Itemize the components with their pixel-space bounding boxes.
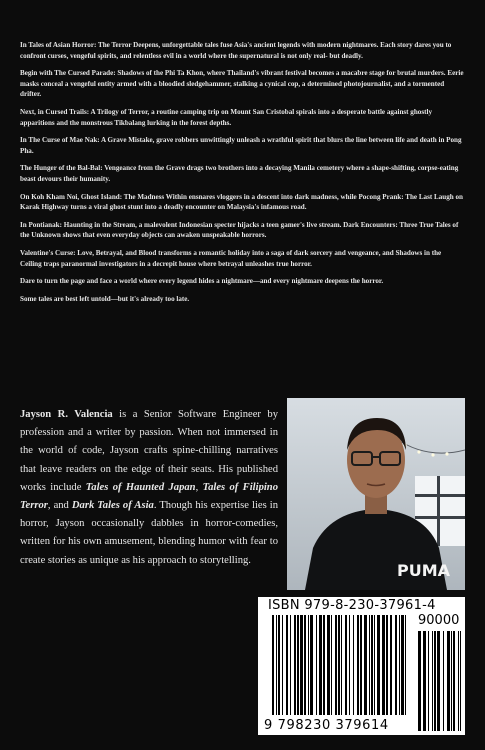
barcode-bar — [327, 615, 330, 715]
barcode-bar — [460, 631, 461, 731]
barcode-bar — [282, 615, 283, 715]
author-name: Jayson R. Valencia — [20, 409, 113, 420]
barcode-bar — [349, 615, 350, 715]
price-addon-number: 90000 — [418, 613, 460, 628]
barcode-bar — [360, 615, 362, 715]
barcode-bar — [390, 615, 392, 715]
barcode-bar — [451, 631, 452, 731]
blurb-paragraph: In Tales of Asian Horror: The Terror Deepens, unforgettable tales fuse Asia's ancient legends with modern nightmares. Each story dares you to confront curses, vengeful spirits, and relentless evil in a world where the supernatural is not only real- but deadly. — [20, 41, 452, 60]
barcode-bar — [443, 631, 444, 731]
barcode-bar — [345, 615, 347, 715]
barcode-bar — [286, 615, 288, 715]
barcode-bar — [418, 631, 421, 731]
blurb-paragraph: Next, in Cursed Trails: A Trilogy of Terror, a routine camping trip on Mount San Cristobal spirals into a desperate battle against ghostly apparitions and the monstrous Tikbalang lurking in the forest depths. — [20, 107, 432, 127]
blurb-closing: Some tales are best left untold—but it's already too late. — [20, 294, 190, 303]
barcode-bar — [323, 615, 325, 715]
blurb-paragraph: In Pontianak: Haunting in the Stream, a malevolent Indonesian specter hijacks a teen gamer's live stream. Dark Encounters: Three True Tales of the Unknown shows that even everyday objects can awaken unspeakable horrors. — [20, 220, 459, 240]
barcode-bar — [335, 615, 337, 715]
barcode-bar — [377, 615, 380, 715]
author-bio: Jayson R. Valencia is a Senior Software Engineer by profession and a writer by passion. When not immersed in the world of code, Jayson crafts spine-chilling narratives that leave readers on the edge of their seats. His published works include Tales of Haunted Japan, Tales of Filipino Terror, and Dark Tales of Asia. Though his expertise lies in horror, Jayson occasionally dabbles in horror-comedies, written for his own amusement, blending humor with fear to create stories as unique as his approach to storytelling. — [20, 409, 279, 566]
book-title: Tales of Haunted Japan — [85, 481, 196, 493]
barcode-bar — [331, 615, 332, 715]
barcode-bar — [399, 615, 400, 715]
blurb-paragraph: On Koh Kham Noi, Ghost Island: The Madness Within ensnares vloggers in a descent into dark madness, while Pocong Prank: The Last Laugh on Karak Highway turns a viral ghost stunt into a deadly encounter on Malaysia's infamous road. — [20, 192, 463, 212]
blurb-paragraph: Valentine's Curse: Love, Betrayal, and Blood transforms a romantic holiday into a saga of dark sorcery and vengeance, and Shadows in the Ceiling traps paranormal investigators in a decrepit house where betrayal unleashes true horror. — [20, 248, 442, 268]
barcode-bar — [458, 631, 459, 731]
barcode-bar — [371, 615, 373, 715]
barcode-bar — [369, 615, 370, 715]
barcode-bar — [434, 631, 436, 731]
isbn-barcode — [258, 597, 465, 735]
book-title: Tales of Filipino Terror — [20, 481, 278, 512]
barcode-bar — [395, 615, 397, 715]
barcode-bar — [382, 615, 385, 715]
barcode-bar — [353, 615, 354, 715]
barcode-bar — [447, 631, 450, 731]
shirt-logo: PUMA — [397, 561, 451, 580]
blurb-paragraph: Begin with The Cursed Parade: Shadows of the Phi Ta Khon, where Thailand's vibrant festival becomes a macabre stage for brutal murders. Eerie masks conceal a vengeful entity armed with a bloodied sledgehammer, stalking a cynical cop, a determined photojournalist, and a tormented drifter. — [20, 69, 464, 99]
barcode-bar — [338, 615, 340, 715]
barcode-bar — [272, 615, 274, 715]
isbn-label: ISBN 979-8-230-37961-4 — [268, 598, 436, 613]
barcode-bar — [428, 631, 429, 731]
blurb-paragraph: Dare to turn the page and face a world where every legend hides a nightmare—and every nightmare deepens the horror. — [20, 277, 384, 286]
barcode-bar — [341, 615, 342, 715]
book-title: Dark Tales of Asia — [71, 500, 154, 512]
ean-number: 9 798230 379614 — [264, 718, 389, 733]
barcode-bar — [294, 615, 296, 715]
barcode-bar — [308, 615, 309, 715]
barcode-bar — [278, 615, 280, 715]
blurb-paragraph: In The Curse of Mae Nak: A Grave Mistake, grave robbers unwittingly unleash a wrathful spirit that blurs the line between life and death in Pong Pha. — [20, 136, 462, 155]
barcode-bar — [316, 615, 317, 715]
barcode-bar — [423, 631, 426, 731]
barcode-bar — [276, 615, 277, 715]
barcode-bar — [310, 615, 313, 715]
barcode-bar — [304, 615, 306, 715]
barcode-bar — [432, 631, 433, 731]
back-cover-blurb — [20, 40, 464, 311]
barcode-bar — [290, 615, 291, 715]
author-photo — [287, 398, 465, 590]
barcode-bar — [319, 615, 322, 715]
barcode-bar — [300, 615, 303, 715]
barcode-bar — [357, 615, 359, 715]
barcode-bar — [386, 615, 388, 715]
barcode-bar — [453, 631, 455, 731]
blurb-paragraph: The Hunger of the Bal-Bal: Vengeance from the Grave drags two brothers into a decaying Manila cemetery where a shape-shifting, corpse-eating beast devours their humanity. — [20, 164, 459, 183]
barcode-bar — [374, 615, 375, 715]
barcode-bar — [297, 615, 299, 715]
barcode-bar — [405, 615, 406, 715]
ean-barcode-bars — [258, 597, 465, 735]
barcode-bar — [437, 631, 440, 731]
barcode-bar — [401, 615, 404, 715]
barcode-bar — [364, 615, 367, 715]
